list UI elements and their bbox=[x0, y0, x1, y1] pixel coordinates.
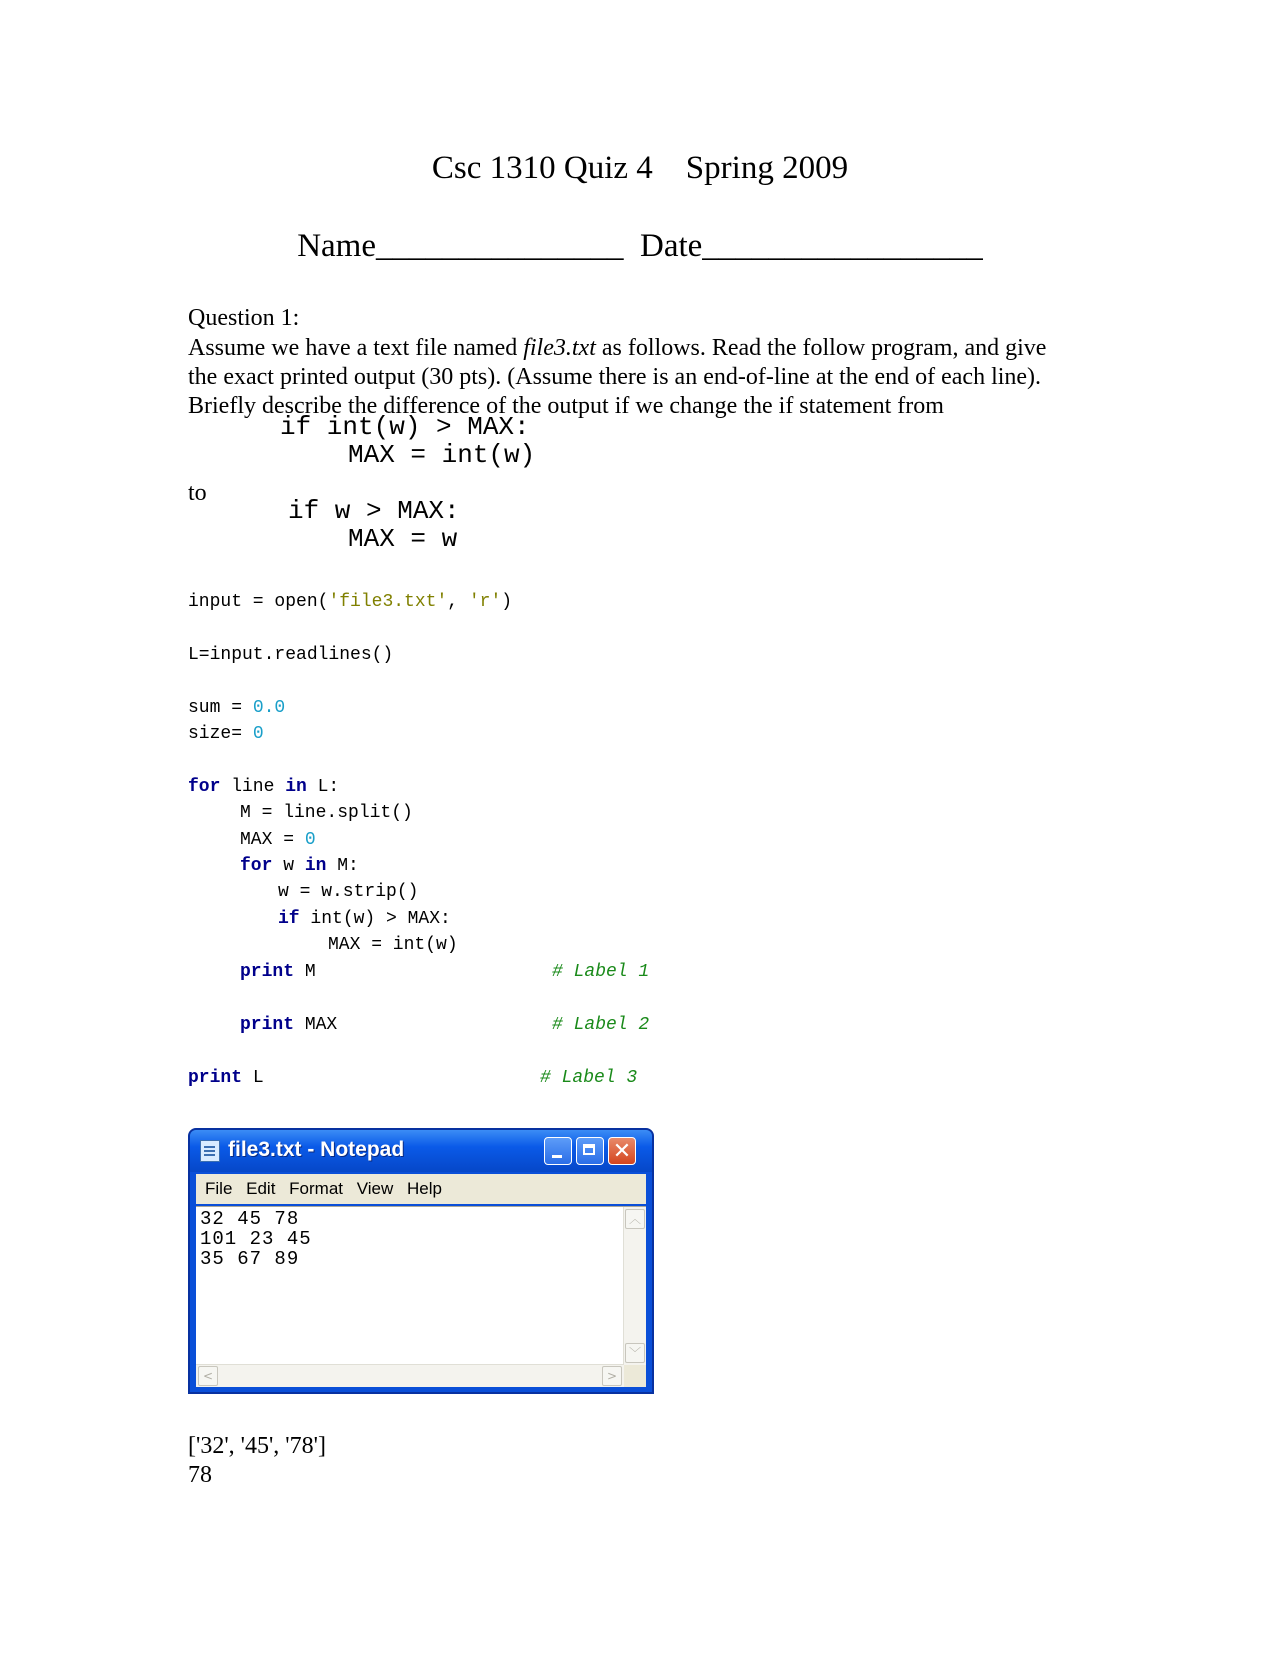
code-number: 0 bbox=[252, 724, 264, 744]
question-text: Assume we have a text file named bbox=[188, 335, 524, 361]
from-code-line-1: if int(w) > MAX: bbox=[280, 412, 530, 442]
code-number: 0 bbox=[304, 830, 316, 850]
code-keyword: in bbox=[285, 777, 307, 797]
menu-format[interactable]: Format bbox=[289, 1179, 344, 1198]
code-line-strip: w = w.strip() bbox=[278, 882, 419, 902]
code-keyword: print bbox=[240, 962, 295, 982]
code-text: M bbox=[294, 962, 316, 982]
notepad-window bbox=[188, 1128, 654, 1394]
to-code-line-1: if w > MAX: bbox=[288, 496, 460, 526]
code-line-print-m bbox=[240, 962, 316, 982]
quiz-title: Csc 1310 Quiz 4 Spring 2009 bbox=[431, 150, 849, 186]
question-paragraph bbox=[188, 334, 1108, 421]
resize-grip-icon[interactable] bbox=[624, 1365, 646, 1387]
horizontal-scrollbar[interactable] bbox=[196, 1364, 624, 1387]
question-line-3: Briefly describe the difference of the output if we change the if statement from bbox=[188, 393, 944, 419]
code-line-max-assign: MAX = int(w) bbox=[328, 935, 458, 955]
code-string: 'file3.txt' bbox=[328, 592, 448, 612]
question-label: Question 1: bbox=[188, 305, 300, 331]
code-keyword: print bbox=[240, 1015, 295, 1035]
code-keyword: for bbox=[188, 777, 221, 797]
minimize-button[interactable] bbox=[544, 1137, 572, 1165]
code-text: L: bbox=[306, 777, 340, 797]
notepad-titlebar[interactable] bbox=[190, 1130, 652, 1172]
from-code-line-2: MAX = int(w) bbox=[348, 440, 536, 470]
maximize-button[interactable] bbox=[576, 1137, 604, 1165]
scroll-up-button[interactable]: ︿ bbox=[625, 1209, 645, 1229]
code-line-for-w bbox=[240, 856, 359, 876]
code-comment-label-3: # Label 3 bbox=[540, 1068, 638, 1088]
code-text: MAX bbox=[294, 1015, 338, 1035]
notepad-menubar bbox=[196, 1174, 646, 1204]
question-line-2: the exact printed output (30 pts). (Assume there is an end-of-line at the end of each line). bbox=[188, 364, 1042, 390]
code-keyword: in bbox=[304, 856, 327, 876]
menu-view[interactable]: View bbox=[356, 1179, 394, 1198]
menu-file[interactable]: File bbox=[205, 1179, 233, 1198]
scroll-left-button[interactable]: < bbox=[198, 1366, 218, 1386]
code-comment-label-2: # Label 2 bbox=[552, 1015, 650, 1035]
code-line-if bbox=[278, 909, 451, 929]
code-line-open bbox=[188, 592, 512, 612]
code-line-split: M = line.split() bbox=[240, 803, 413, 823]
menu-help[interactable]: Help bbox=[407, 1179, 442, 1198]
code-text: line bbox=[220, 777, 286, 797]
menu-edit[interactable]: Edit bbox=[246, 1179, 276, 1198]
code-number: 0.0 bbox=[252, 698, 286, 718]
name-date-line: Name_______________ Date_________________ bbox=[297, 228, 983, 264]
notepad-text-area[interactable] bbox=[196, 1206, 646, 1387]
to-code-line-2: MAX = w bbox=[348, 524, 458, 554]
code-line-for-line bbox=[188, 777, 339, 797]
code-line-print-l bbox=[188, 1068, 264, 1088]
code-string: 'r' bbox=[468, 592, 502, 612]
code-text: size= bbox=[188, 724, 253, 744]
to-label: to bbox=[188, 480, 207, 506]
code-text: sum = bbox=[188, 698, 253, 718]
code-text: int(w) > MAX: bbox=[299, 909, 451, 929]
code-text: ) bbox=[501, 592, 513, 612]
code-line-print-max bbox=[240, 1015, 337, 1035]
code-text: input = open( bbox=[188, 592, 329, 612]
filename-text: file3.txt bbox=[523, 335, 596, 361]
code-keyword: if bbox=[278, 909, 300, 929]
notepad-title: file3.txt - Notepad bbox=[228, 1138, 405, 1161]
answer-line-1: ['32', '45', '78'] bbox=[188, 1433, 326, 1459]
notepad-content[interactable]: 32 45 78 101 23 45 35 67 89 bbox=[200, 1208, 312, 1270]
code-line-sum bbox=[188, 698, 285, 718]
scroll-right-button[interactable]: > bbox=[602, 1366, 622, 1386]
code-keyword: print bbox=[188, 1068, 243, 1088]
code-text: w bbox=[272, 856, 305, 876]
code-text: L bbox=[242, 1068, 264, 1088]
code-line-max-init bbox=[240, 830, 316, 850]
answer-line-2: 78 bbox=[188, 1462, 212, 1488]
close-button[interactable]: ✕ bbox=[608, 1137, 636, 1165]
code-text: MAX = bbox=[240, 830, 305, 850]
scroll-down-button[interactable]: ﹀ bbox=[625, 1343, 645, 1363]
code-text: , bbox=[447, 592, 469, 612]
code-line-size bbox=[188, 724, 264, 744]
code-keyword: for bbox=[240, 856, 273, 876]
vertical-scrollbar[interactable] bbox=[623, 1207, 646, 1365]
code-line-readlines: L=input.readlines() bbox=[188, 645, 394, 665]
question-line-1 bbox=[188, 334, 1108, 363]
notepad-icon bbox=[200, 1140, 220, 1162]
question-text: as follows. Read the follow program, and give bbox=[595, 335, 1047, 361]
code-text: M: bbox=[326, 856, 359, 876]
code-comment-label-1: # Label 1 bbox=[552, 962, 650, 982]
